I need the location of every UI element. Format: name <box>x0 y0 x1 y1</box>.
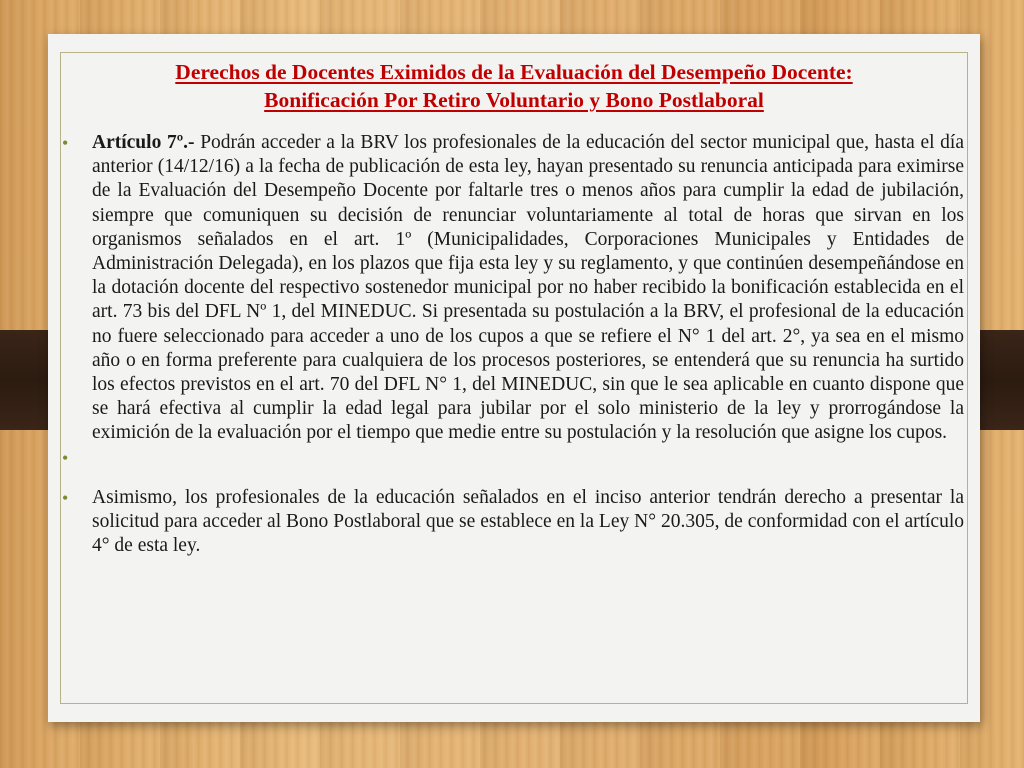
article-lead: Artículo 7º.- <box>92 132 195 153</box>
title-line-1: Derechos de Docentes Eximidos de la Evaluación del Desempeño Docente: <box>175 60 853 84</box>
paragraph-article-7 <box>92 131 964 446</box>
paragraph-asimismo: Asimismo, los profesionales de la educación señalados en el inciso anterior tendrán derecho a presentar la solicitud para acceder al Bono Postlaboral que se establece en la Ley N° 20.305, de conformidad con el artículo 4° de esta ley. <box>92 486 964 557</box>
slide-title <box>60 58 968 114</box>
title-line-2: Bonificación Por Retiro Voluntario y Bono Postlaboral <box>264 88 764 112</box>
bullet-icon: • <box>62 133 69 153</box>
bullet-item-empty <box>60 446 964 482</box>
bullet-icon: • <box>62 487 69 508</box>
bullet-item-asimismo <box>60 486 964 559</box>
article-text: Podrán acceder a la BRV los profesionales de la educación del sector municipal que, hasta el día anterior (14/12/16) a la fecha de publicación de esta ley, hayan presentado su renuncia anticipada para eximirse de la Evaluación del Desempeño Docente por faltarle tres o menos años para cumplir la edad de jubilación, siempre que comuniquen su decisión de renunciar voluntariamente al total de horas que sirvan en los organismos señalados en el art. 1º (Municipalidades, Corporaciones Municipales y Entidades de Administración Delegada), en los plazos que fija esta ley y su reglamento, y que continúen desempeñándose en la dotación docente del respectivo sostenedor municipal por no haber recibido la bonificación establecida en el art. 73 bis del DFL Nº 1, del MINEDUC. Si presentada su postulación a la BRV, el profesional de la educación no fuere seleccionado para acceder a uno de los cupos a que se refiere el N° 1 del art. 2°, ya sea en el mismo año o en forma preferente para cualquiera de los procesos posteriores, se entenderá que su renuncia ha surtido los efectos previstos en el art. 70 del DFL N° 1, del MINEDUC, sin que le sea aplicable en cuanto dispone que se hará efectiva al cumplir la edad legal para jubilar por el solo ministerio de la ley y prorrogándose la eximición de la evaluación por el tiempo que medie entre su postulación y la resolución que asigne los cupos. <box>92 132 964 444</box>
bullet-icon: • <box>62 447 69 468</box>
slide-content <box>60 131 964 558</box>
bullet-item-article-7 <box>60 131 964 446</box>
